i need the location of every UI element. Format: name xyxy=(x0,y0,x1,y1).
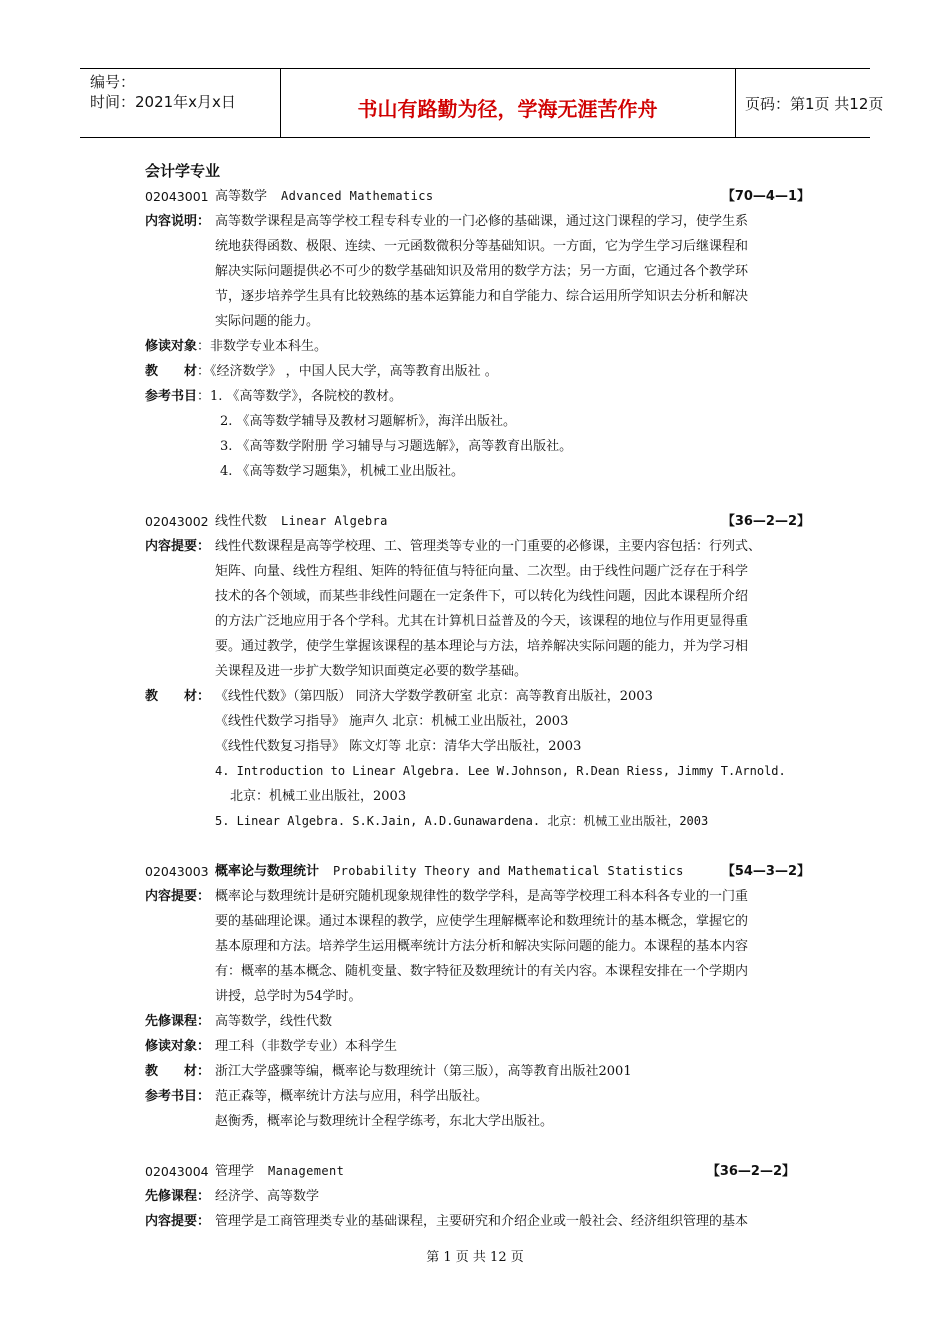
textbook-item: 《线性代数》（第四版） 同济大学数学教研室 北京：高等教育出版社，2003 xyxy=(215,689,653,704)
course-heading xyxy=(145,1159,795,1184)
description-line: 有：概率的基本概念、随机变量、数字特征及数理统计的有关内容。本课程安排在一个学期内 xyxy=(215,964,749,979)
references-label: 参考书目 xyxy=(145,389,198,404)
reference-item: 3. 《高等数学附册 学习辅导与习题选解》，高等教育出版社。 xyxy=(220,439,573,454)
description-label: 内容说明： xyxy=(145,214,211,229)
textbook-value: ：《经济数学》 ，中国人民大学，高等教育出版社 。 xyxy=(197,364,498,379)
header-page-cell xyxy=(735,69,884,137)
course-code: 02043001 xyxy=(145,189,209,204)
course-description xyxy=(145,884,810,1009)
course-description xyxy=(145,534,810,684)
course-code: 02043002 xyxy=(145,514,209,529)
major-title: 会计学专业 xyxy=(145,162,221,180)
description-label: 内容提要： xyxy=(145,1214,211,1229)
references-label: 参考书目： xyxy=(145,1089,211,1104)
textbook-value: 浙江大学盛骤等编，概率论与数理统计（第三版），高等教育出版社2001 xyxy=(215,1064,632,1079)
description-line: 解决实际问题提供必不可少的数学基础知识及常用的数学方法；另一方面，它通过各个教学环 xyxy=(215,264,749,279)
description-line: 实际问题的能力。 xyxy=(215,314,320,329)
course-english-name: Management xyxy=(268,1164,345,1178)
course-name: 概率论与数理统计 xyxy=(215,864,320,879)
description-line: 概率论与数理统计是研究随机现象规律性的数学学科，是高等学校理工科本科各专业的一门重 xyxy=(215,889,749,904)
course-references xyxy=(145,384,810,409)
page-indicator: 页码：第1页 共12页 xyxy=(745,95,884,113)
course-hours: 【36—2—2】 xyxy=(706,1164,795,1179)
course-code: 02043004 xyxy=(145,1164,209,1179)
description-line: 矩阵、向量、线性方程组、矩阵的特征值与特征向量、二次型。由于线性问题广泛存在于科学 xyxy=(215,564,749,579)
course-description xyxy=(145,209,810,334)
course-name: 高等数学 xyxy=(215,189,268,204)
course-name: 管理学 xyxy=(215,1164,255,1179)
description-label: 内容提要： xyxy=(145,889,211,904)
textbook-label: 教 材： xyxy=(145,1064,211,1079)
header-motto-cell xyxy=(280,69,736,137)
course-name: 线性代数 xyxy=(215,514,268,529)
description-line: 节，逐步培养学生具有比较熟练的基本运算能力和自学能力、综合运用所学知识去分析和解决 xyxy=(215,289,749,304)
course-code: 02043003 xyxy=(145,864,209,879)
header-meta-cell xyxy=(80,69,281,137)
textbook-label: 教 材： xyxy=(145,689,211,704)
description-line: 线性代数课程是高等学校理、工、管理类等专业的一门重要的必修课，主要内容包括：行列式、 xyxy=(215,539,762,554)
course-target xyxy=(145,1034,810,1059)
course-english-name: Linear Algebra xyxy=(281,514,388,528)
course-hours: 【36—2—2】 xyxy=(721,514,810,529)
course-prerequisites xyxy=(145,1009,810,1034)
course-heading xyxy=(145,509,810,534)
textbook-item: 4. Introduction to Linear Algebra. Lee W.Johnson, R.Dean Riess, Jimmy T.Arnold. xyxy=(215,764,786,778)
description-line: 管理学是工商管理类专业的基础课程，主要研究和介绍企业或一般社会、经济组织管理的基本 xyxy=(215,1214,749,1229)
document-body xyxy=(145,158,810,1234)
description-line: 技术的各个领域，而某些非线性问题在一定条件下，可以转化为线性问题，因此本课程所介绍 xyxy=(215,589,749,604)
target-label: 修读对象 xyxy=(145,339,198,354)
target-value: ：非数学专业本科生。 xyxy=(197,339,328,354)
course-textbook xyxy=(145,1059,810,1084)
description-line: 讲授，总学时为54学时。 xyxy=(215,989,362,1004)
reference-item: 赵衡秀，概率论与数理统计全程学练考，东北大学出版社。 xyxy=(215,1114,554,1129)
time-label: 时间：2021年x月x日 xyxy=(90,93,236,111)
textbook-item: 北京：机械工业出版社，2003 xyxy=(230,789,407,804)
course-description xyxy=(145,1209,810,1234)
prerequisites-label: 先修课程： xyxy=(145,1189,211,1204)
prerequisites-value: 高等数学，线性代数 xyxy=(215,1014,333,1029)
course-textbook xyxy=(145,684,810,709)
course-hours: 【54—3—2】 xyxy=(721,864,810,879)
description-line: 要。通过教学，使学生掌握该课程的基本理论与方法，培养解决实际问题的能力，并为学习相 xyxy=(215,639,749,654)
course-textbook xyxy=(145,359,810,384)
reference-item: 2. 《高等数学辅导及教材习题解析》，海洋出版社。 xyxy=(220,414,517,429)
textbook-item: 《线性代数学习指导》 施声久 北京：机械工业出版社，2003 xyxy=(215,714,569,729)
course-references xyxy=(145,1084,810,1134)
prerequisites-label: 先修课程： xyxy=(145,1014,211,1029)
textbook-item: 5. Linear Algebra. S.K.Jain, A.D.Gunawardena. 北京：机械工业出版社，2003 xyxy=(215,814,709,828)
number-label: 编号： xyxy=(90,73,136,91)
course-english-name: Probability Theory and Mathematical Statistics xyxy=(333,864,684,878)
motto: 书山有路勤为径，学海无涯苦作舟 xyxy=(357,97,658,121)
description-line: 统地获得函数、极限、连续、一元函数微积分等基础知识。一方面，它为学生学习后继课程和 xyxy=(215,239,749,254)
description-label: 内容提要： xyxy=(145,539,211,554)
textbook-label: 教 材 xyxy=(145,364,198,379)
reference-item: 范正森等，概率统计方法与应用，科学出版社。 xyxy=(215,1089,489,1104)
course-target xyxy=(145,334,810,359)
description-line: 基本原理和方法。培养学生运用概率统计方法分析和解决实际问题的能力。本课程的基本内容 xyxy=(215,939,749,954)
description-line: 高等数学课程是高等学校工程专科专业的一门必修的基础课，通过这门课程的学习，使学生系 xyxy=(215,214,749,229)
description-line: 要的基础理论课。通过本课程的教学，应使学生理解概率论和数理统计的基本概念，掌握它的 xyxy=(215,914,749,929)
target-value: 理工科（非数学专业）本科学生 xyxy=(215,1039,398,1054)
reference-item: ：1. 《高等数学》，各院校的教材。 xyxy=(197,389,403,404)
description-line: 关课程及进一步扩大数学知识面奠定必要的数学基础。 xyxy=(215,664,528,679)
course-heading xyxy=(145,859,810,884)
target-label: 修读对象： xyxy=(145,1039,211,1054)
reference-item: 4. 《高等数学习题集》，机械工业出版社。 xyxy=(220,464,465,479)
page-footer: 第 1 页 共 12 页 xyxy=(426,1250,524,1265)
course-english-name: Advanced Mathematics xyxy=(281,189,434,203)
description-line: 的方法广泛地应用于各个学科。尤其在计算机日益普及的今天，该课程的地位与作用更显得重 xyxy=(215,614,749,629)
textbook-item: 《线性代数复习指导》 陈文灯等 北京：清华大学出版社，2003 xyxy=(215,739,582,754)
course-prerequisites xyxy=(145,1184,810,1209)
page-header xyxy=(80,68,884,138)
course-hours: 【70—4—1】 xyxy=(721,189,810,204)
prerequisites-value: 经济学、高等数学 xyxy=(215,1189,320,1204)
course-heading xyxy=(145,184,810,209)
